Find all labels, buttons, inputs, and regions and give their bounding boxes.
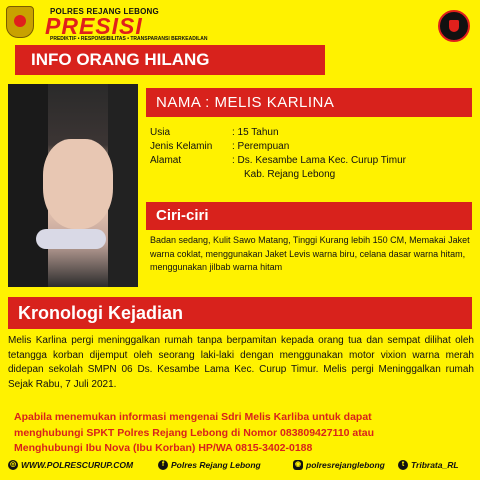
- gender-label: Jenis Kelamin: [150, 141, 213, 152]
- facebook-icon: f: [158, 460, 168, 470]
- twitter-text: Tribrata_RL: [411, 460, 459, 470]
- spkt-phone: 083809427110: [280, 426, 350, 439]
- notice-text: menghubungi SPKT Polres Rejang Lebong di Nomor: [14, 426, 281, 439]
- notice-line-3: [14, 441, 474, 457]
- brand-tagline: PREDIKTIF • RESPONSIBILITAS • TRANSPARANSI BERKEADILAN: [50, 36, 208, 42]
- tribrata-emblem-icon: [438, 10, 470, 42]
- footer-website[interactable]: [8, 460, 133, 470]
- age-label: Usia: [150, 127, 171, 138]
- age-value: : 15 Tahun: [232, 127, 279, 138]
- notice-text-or: atau: [349, 426, 375, 439]
- contact-notice: [14, 410, 474, 457]
- address-label: Alamat: [150, 155, 182, 166]
- footer-facebook[interactable]: [158, 460, 261, 470]
- globe-icon: ◎: [9, 461, 17, 468]
- notice-text-contact: Menghubungi: [14, 442, 86, 454]
- missing-person-photo: [8, 84, 138, 287]
- ciri-description: Badan sedang, Kulit Sawo Matang, Tinggi Kurang lebih 150 CM, Memakai Jaket warna coklat, menggunakan Jaket Levis warna biru, celana dasar warna hitam, menggunakan jilbab warna hitam: [150, 235, 470, 272]
- notice-text-hp: HP/WA: [195, 442, 236, 454]
- notice-line-2: [14, 426, 474, 442]
- instagram-icon: ◉: [294, 461, 302, 468]
- address-value-line1: : Ds. Kesambe Lama Kec. Curup Timur: [232, 155, 406, 166]
- contact-phone: 0815-3402-0188: [235, 442, 313, 454]
- gender-value: : Perempuan: [232, 141, 290, 152]
- person-name: NAMA : MELIS KARLINA: [146, 88, 472, 117]
- instagram-text: polresrejanglebong: [306, 460, 385, 470]
- brand-subtitle: POLRES REJANG LEBONG: [50, 7, 159, 16]
- address-value-line2: Kab. Rejang Lebong: [244, 169, 336, 180]
- facebook-text: Polres Rejang Lebong: [171, 460, 261, 470]
- footer-instagram[interactable]: [293, 460, 385, 470]
- page-title: INFO ORANG HILANG: [15, 45, 325, 75]
- kronologi-heading: Kronologi Kejadian: [8, 297, 472, 329]
- ciri-heading: Ciri-ciri: [146, 202, 472, 230]
- notice-line-1: Apabila menemukan informasi mengenai Sdri Melis Karliba untuk dapat: [14, 411, 372, 423]
- website-text: WWW.POLRESCURUP.COM: [21, 460, 134, 470]
- footer: [8, 458, 472, 476]
- kronologi-description: Melis Karlina pergi meninggalkan rumah tanpa berpamitan kepada orang tua dan sempat dilihat oleh tetangga korban dijemput oleh seorang laki-laki dengan menggunakan motor vixion warna merah didepan sekolah SMPN 06 Ds. Kesambe Lama Kec. Curup Timur. Melis pergi Meninggalkan rumah Sejak Rabu, 7 Juli 2021.: [8, 335, 474, 390]
- contact-person: Ibu Nova (Ibu Korban): [85, 442, 196, 454]
- brand-logo-text: PRESISI: [45, 13, 143, 39]
- twitter-icon: t: [398, 460, 408, 470]
- footer-twitter[interactable]: [398, 460, 459, 470]
- police-badge-icon: [6, 6, 34, 38]
